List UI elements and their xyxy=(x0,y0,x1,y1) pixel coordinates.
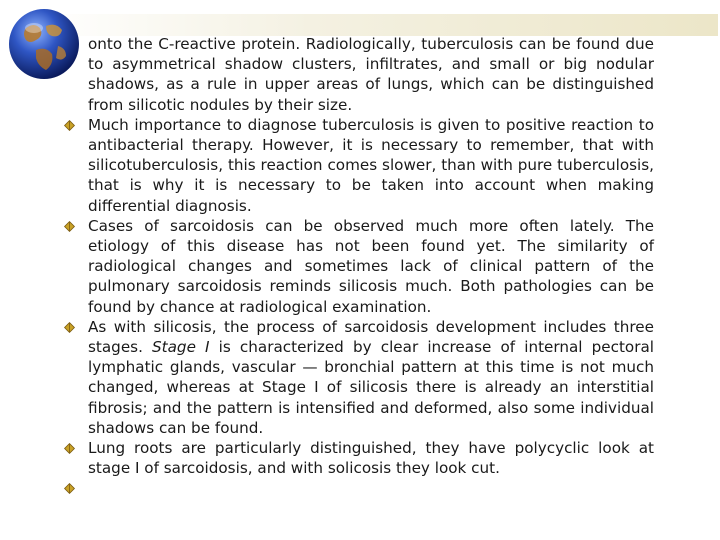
paragraph-text: Cases of sarcoidosis can be observed much more often lately. The etiology of this disease has not been found yet. The similarity of radiological changes and sometimes lack of clinical pattern of the pulmonary sarcoidosis reminds silicosis much. Both pathologies can be found by chance at radiological examination. xyxy=(88,216,654,316)
paragraph-text: Much importance to diagnose tuberculosis is given to positive reaction to antibacterial therapy. However, it is necessary to remember, that with silicotuberculosis, this reaction comes slower, than with pure tuberculosis, that is why it is necessary to be taken into account when making differential diagnosis. xyxy=(88,115,654,215)
paragraph-text: onto the C-reactive protein. Radiologically, tuberculosis can be found due to asymmetrical shadow clusters, infiltrates, and small or big nodular shadows, as a rule in upper areas of lungs, which can be distinguished from silicotic nodules by their size. xyxy=(88,35,654,114)
list-item xyxy=(64,438,654,478)
paragraph-text: is characterized by clear increase of internal pectoral lymphatic glands, vascular — bronchial pattern at this time is not much changed, whereas at Stage I of silicosis there is already an interstitial fibrosis; and the pattern is intensified and deformed, also some individual shadows can be found. xyxy=(88,338,654,437)
diamond-bullet-icon xyxy=(64,443,75,454)
list-item xyxy=(64,115,654,216)
diamond-bullet-icon xyxy=(64,120,75,131)
list-item xyxy=(64,216,654,317)
paragraph-text: As with silicosis, the process of sarcoidosis development includes three stages. xyxy=(88,317,654,357)
bullet-list xyxy=(64,34,654,498)
paragraph-text: Lung roots are particularly distinguished, they have polycyclic look at stage I of sarcoidosis, and with solicosis they look cut. xyxy=(88,439,654,478)
list-item xyxy=(64,317,654,438)
header-decorative-bar xyxy=(38,14,718,36)
diamond-bullet-icon xyxy=(64,221,75,232)
diamond-bullet-icon xyxy=(64,322,75,333)
paragraph-italic-text: Stage I xyxy=(152,338,210,357)
list-item xyxy=(64,34,654,115)
list-item xyxy=(64,478,654,498)
diamond-bullet-icon xyxy=(64,483,75,494)
